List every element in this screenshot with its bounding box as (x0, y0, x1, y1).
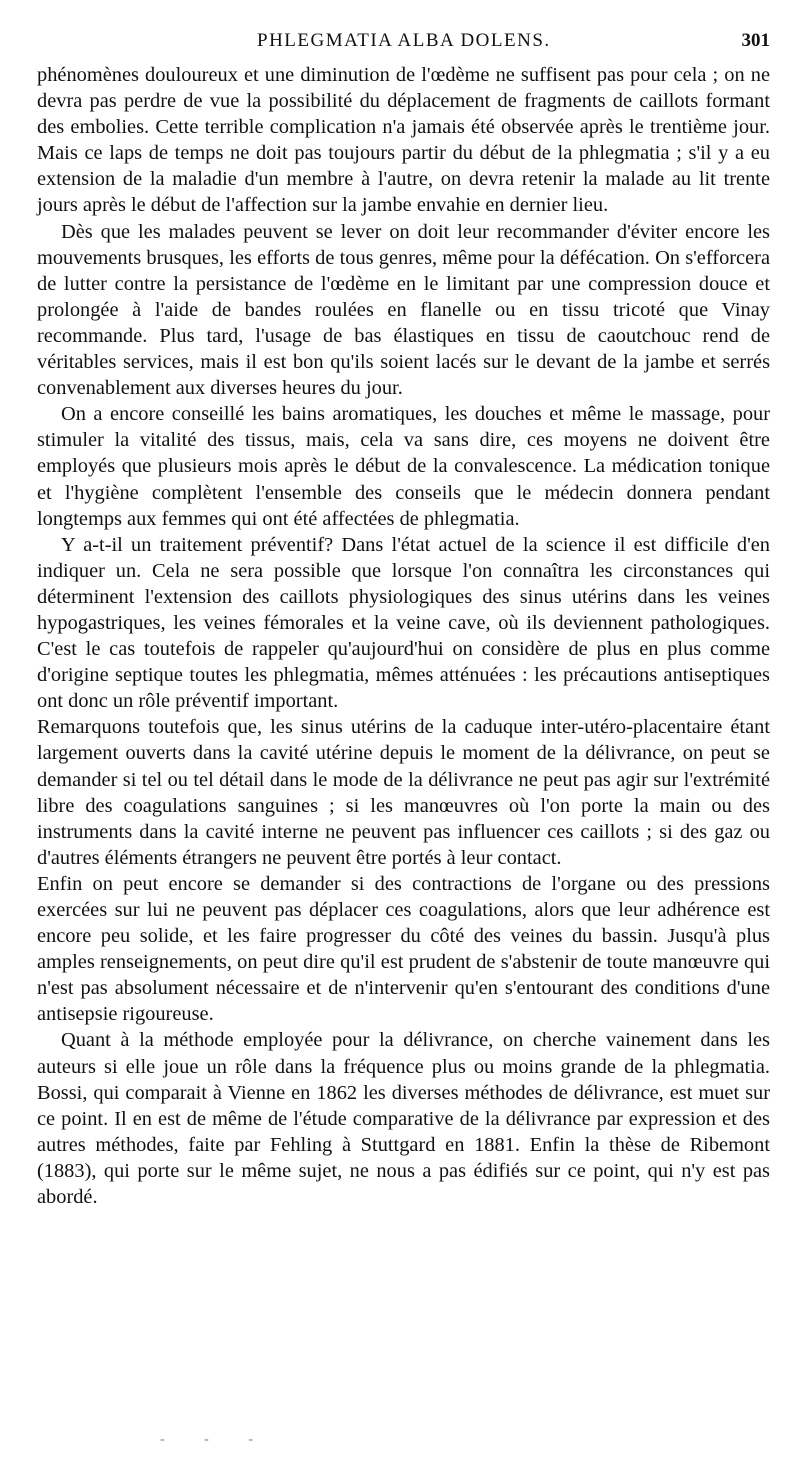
body-text (37, 62, 770, 1210)
page-number: 301 (741, 30, 770, 51)
paragraph-uterine-sinuses: Remarquons toutefois que, les sinus utérins de la caduque inter-utéro-placentaire étant largement ouverts dans la cavité utérine depuis le moment de la délivrance, on peut se demander si tel ou tel détail dans le mode de la délivrance ne peut pas agir sur l'extrémité libre des coagulations sanguines ; si les manœuvres où l'on porte la main ou des instruments dans la cavité interne ne peuvent pas influencer ces caillots ; si des gaz ou d'autres éléments étrangers ne peuvent être portés à leur contact. (37, 716, 770, 869)
paragraph-tonic-treatment: On a encore conseillé les bains aromatiques, les douches et même le massage, pour stimuler la vitalité des tissus, mais, cela va sans dire, ces moyens ne doivent être employés que plusieurs mois après le début de la convalescence. La médication tonique et l'hygiène complètent l'ensemble des conseils que le médecin donnera pendant longtemps aux femmes qui ont été affectées de phlegmatia. (37, 403, 770, 530)
paragraph-delivery-method: Quant à la méthode employée pour la délivrance, on cherche vainement dans les auteurs si elle joue un rôle dans la fréquence plus ou moins grande de la phlegmatia. Bossi, qui comparait à Vienne en 1862 les diverses méthodes de délivrance, est muet sur ce point. Il en est de même de l'étude comparative de la délivrance par expression et des autres méthodes, faite par Fehling à Stuttgard en 1881. Enfin la thèse de Ribemont (1883), qui porte sur le même sujet, ne nous a pas édifiés sur ce point, qui n'y est pas abordé. (37, 1029, 770, 1209)
footer-marks: - - - (160, 1432, 271, 1447)
running-title: PHLEGMATIA ALBA DOLENS. (257, 30, 551, 51)
running-head (37, 24, 770, 54)
paragraph-continuation: phénomènes douloureux et une diminution de l'œdème ne suffisent pas pour cela ; on ne devra pas perdre de vue la possibilité du déplacement de fragments de caillots formant des embolies. Cette terrible complication n'a jamais été observée après le trentième jour. Mais ce laps de temps ne doit pas toujours partir du début de la phlegmatia ; s'il y a eu extension de la maladie d'un membre à l'autre, on devra retenir la malade au lit trente jours après le début de l'affection sur la jambe envahie en dernier lieu. (37, 64, 770, 217)
paragraph-contractions: Enfin on peut encore se demander si des contractions de l'organe ou des pressions exercées sur lui ne peuvent pas déplacer ces coagulations, alors que leur adhérence est encore peu solide, et les faire progresser du côté des veines du bassin. Jusqu'à plus amples renseignements, on peut dire qu'il est prudent de s'abstenir de toute manœuvre qui n'est pas absolument nécessaire et de n'intervenir qu'en s'entourant des conditions d'une antisepsie rigoureuse. (37, 872, 770, 1026)
paragraph-preventive-treatment: Y a-t-il un traitement préventif? Dans l'état actuel de la science il est difficile d'en indiquer un. Cela ne sera possible que lorsque l'on connaîtra les circonstances qui déterminent l'extension des caillots physiologiques des sinus utérins dans les veines hypogastriques, les veines fémorales et la veine cave, où ils deviennent pathologiques. C'est le cas toutefois de rappeler qu'aujourd'hui on considère de plus en plus comme d'origine septique toutes les phlegmatia, mêmes atténuées : les précautions antiseptiques ont donc un rôle préventif important. (37, 533, 770, 713)
paragraph-convalescence: Dès que les malades peuvent se lever on doit leur recommander d'éviter encore les mouvements brusques, les efforts de tous genres, même pour la défécation. On s'efforcera de lutter contre la persistance de l'œdème en le limitant par une compression douce et prolongée à l'aide de bandes roulées en flanelle ou en tissu tricoté que Vinay recommande. Plus tard, l'usage de bas élastiques en tissu de caoutchouc rend de véritables services, mais il est bon qu'ils soient lacés sur le devant de la jambe et serrés convenablement aux diverses heures du jour. (37, 220, 770, 400)
book-page (37, 24, 770, 1210)
